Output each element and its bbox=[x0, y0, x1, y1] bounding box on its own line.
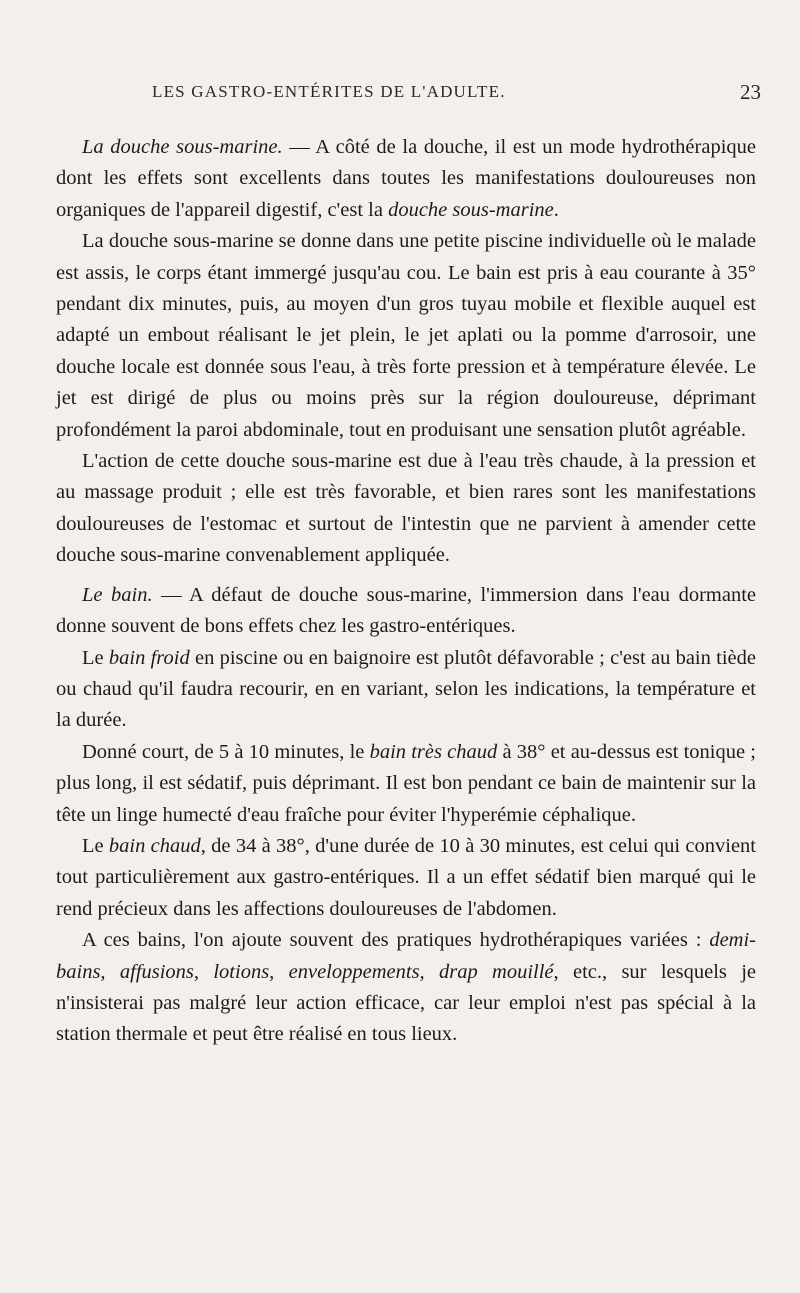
paragraph-text: , de 34 à 38°, d'une durée de 10 à 30 minutes, est celui qui convient tout particulièrement aux gastro-entériques. Il a un effet sédatif bien marqué qui le rend précieux dans les affections douloureuses de l'abdomen. bbox=[56, 834, 756, 920]
paragraph-pre: Le bbox=[82, 646, 109, 669]
paragraph-pre: A ces bains, l'on ajoute souvent des pratiques hydrothérapiques variées : bbox=[82, 929, 710, 952]
emphasis-term: douche sous-marine bbox=[388, 198, 554, 221]
emphasis-term: bain très chaud bbox=[369, 740, 498, 763]
paragraph-text: , etc., sur lesquels je n'insisterai pas malgré leur action efficace, car leur emploi n'est pas spécial à la station thermale et peut être réalisé en tous lieux. bbox=[56, 960, 756, 1046]
paragraph-text: en piscine ou en baignoire est plutôt défavorable ; c'est au bain tiède ou chaud qu'il faudra recourir, en en variant, selon les indications, la température et la durée. bbox=[56, 646, 756, 732]
paragraph-text: La douche sous-marine se donne dans une petite piscine individuelle où le malade est assis, le corps étant immergé jusqu'au cou. Le bain est pris à eau courante à 35° pendant dix minutes, puis, au moyen d'un gros tuyau mobile et flexible auquel est adapté un embout réalisant le jet plein, le jet aplati ou la pomme d'arrosoir, une douche locale est donnée sous l'eau, à très forte pression et à température élevée. Le jet est dirigé de plus ou moins près sur la région douloureuse, déprimant profondément la paroi abdominale, tout en produisant une sensation plutôt agréable. bbox=[56, 230, 756, 441]
emphasis-term: bain chaud bbox=[108, 834, 201, 857]
paragraph-douche-action bbox=[56, 446, 756, 572]
paragraph-bain-chaud bbox=[56, 831, 756, 925]
paragraph-bain-froid bbox=[56, 643, 756, 737]
paragraph-tail: . bbox=[553, 198, 559, 221]
paragraph-bain-tres-chaud bbox=[56, 737, 756, 831]
page-number: 23 bbox=[740, 80, 761, 104]
paragraph-text: à 38° et au-dessus est tonique ; plus long, il est sédatif, puis déprimant. Il est bon pendant ce bain de maintenir sur la tête un linge humecté d'eau fraîche pour éviter l'hyperémie céphalique. bbox=[56, 740, 756, 826]
page-body bbox=[56, 132, 756, 1051]
emphasis-term: bain froid bbox=[108, 646, 190, 669]
paragraph-pratiques-hydrotherapiques bbox=[56, 925, 756, 1051]
running-head: LES GASTRO-ENTÉRITES DE L'ADULTE. bbox=[152, 82, 506, 101]
paragraph-douche-sous-marine-intro bbox=[56, 132, 756, 226]
page-header bbox=[0, 82, 800, 112]
paragraph-text: L'action de cette douche sous-marine est due à l'eau très chaude, à la pression et au massage produit ; elle est très favorable, et bien rares sont les manifestations douloureuses de l'estomac et surtout de l'intestin que ne parvient à amender cette douche sous-marine convenablement appliquée. bbox=[56, 450, 756, 567]
emphasis-term: demi-bains, affusions, lotions, enveloppements, drap mouillé bbox=[56, 929, 756, 983]
paragraph-bain-intro bbox=[56, 580, 756, 643]
paragraph-pre: Le bbox=[82, 834, 109, 857]
section-lead: Le bain. bbox=[82, 583, 153, 606]
paragraph-text: — A côté de la douche, il est un mode hydrothérapique dont les effets sont excellents dans toutes les manifestations douloureuses non organiques de l'appareil digestif, c'est la bbox=[56, 136, 756, 221]
section-lead: La douche sous-marine. bbox=[82, 136, 283, 158]
paragraph-douche-description bbox=[56, 226, 756, 446]
paragraph-pre: Donné court, de 5 à 10 minutes, le bbox=[82, 740, 370, 763]
paragraph-text: — A défaut de douche sous-marine, l'immersion dans l'eau dormante donne souvent de bons effets chez les gastro-entériques. bbox=[56, 583, 756, 638]
